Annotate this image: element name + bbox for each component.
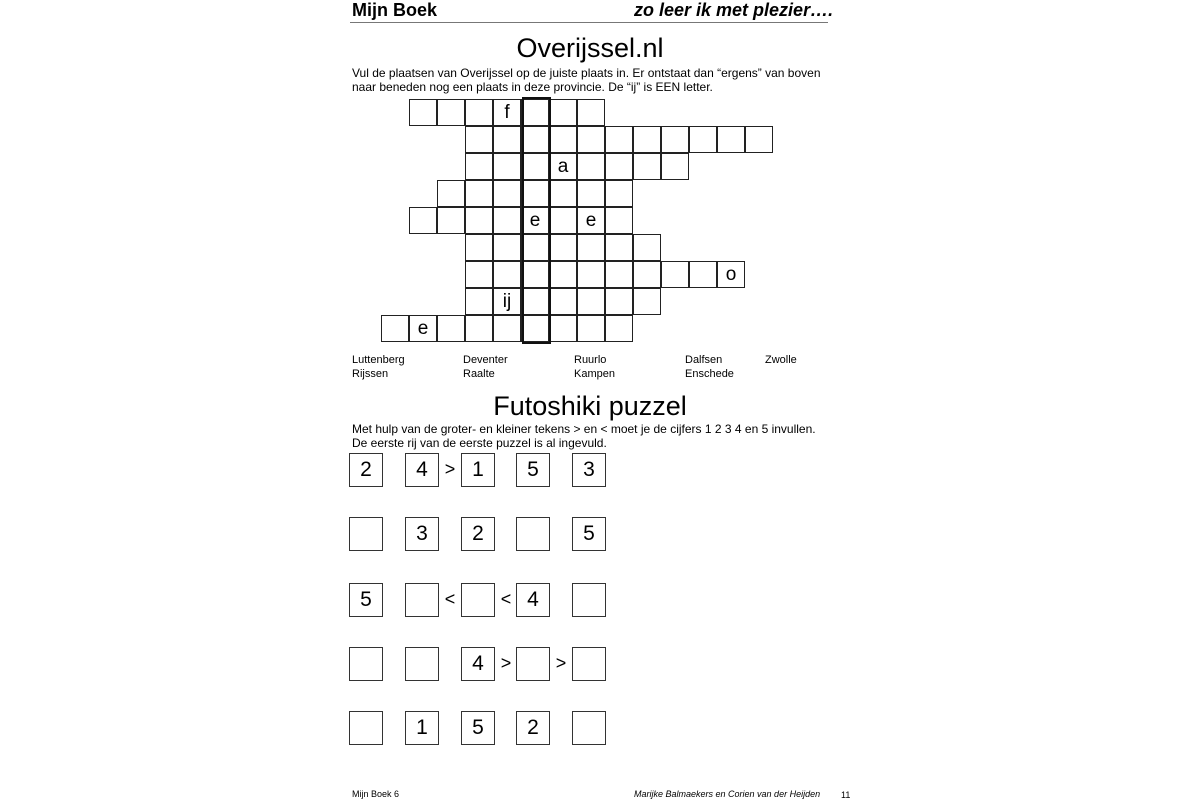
crossword-cell[interactable] bbox=[465, 261, 493, 288]
crossword-cell[interactable] bbox=[409, 99, 437, 126]
crossword-cell[interactable] bbox=[717, 126, 745, 153]
crossword-cell[interactable] bbox=[577, 99, 605, 126]
crossword-cell[interactable] bbox=[577, 153, 605, 180]
crossword-cell[interactable] bbox=[465, 207, 493, 234]
crossword-cell[interactable] bbox=[605, 207, 633, 234]
crossword-cell[interactable] bbox=[521, 126, 549, 153]
futoshiki-cell[interactable]: 5 bbox=[349, 583, 383, 617]
crossword-cell[interactable] bbox=[493, 315, 521, 342]
crossword-cell[interactable]: a bbox=[549, 153, 577, 180]
futoshiki-cell[interactable] bbox=[572, 647, 606, 681]
futoshiki-cell[interactable]: 1 bbox=[405, 711, 439, 745]
futoshiki-cell[interactable]: 3 bbox=[405, 517, 439, 551]
futoshiki-cell[interactable] bbox=[572, 711, 606, 745]
crossword-cell[interactable] bbox=[437, 315, 465, 342]
crossword-cell[interactable] bbox=[577, 180, 605, 207]
crossword-cell[interactable] bbox=[493, 153, 521, 180]
crossword-cell[interactable] bbox=[605, 261, 633, 288]
footer-authors: Marijke Balmaekers en Corien van der Heijden bbox=[634, 789, 821, 799]
header-divider bbox=[350, 22, 828, 23]
futoshiki-cell[interactable] bbox=[516, 517, 550, 551]
crossword-cell[interactable] bbox=[577, 288, 605, 315]
place-name: Raalte bbox=[463, 368, 495, 380]
crossword-cell[interactable] bbox=[661, 153, 689, 180]
crossword-cell[interactable] bbox=[409, 207, 437, 234]
crossword-cell[interactable] bbox=[605, 288, 633, 315]
greater-than-sign: > bbox=[555, 653, 567, 673]
futoshiki-cell[interactable]: 4 bbox=[405, 453, 439, 487]
crossword-cell[interactable] bbox=[521, 99, 549, 126]
crossword-cell[interactable] bbox=[465, 99, 493, 126]
place-name: Luttenberg bbox=[352, 354, 405, 366]
crossword-cell[interactable] bbox=[465, 234, 493, 261]
place-name: Zwolle bbox=[765, 354, 797, 366]
futoshiki-cell[interactable]: 5 bbox=[516, 453, 550, 487]
crossword-cell[interactable] bbox=[689, 261, 717, 288]
crossword-cell[interactable] bbox=[549, 207, 577, 234]
place-name: Dalfsen bbox=[685, 354, 723, 366]
crossword-cell[interactable] bbox=[605, 153, 633, 180]
crossword-cell[interactable] bbox=[577, 126, 605, 153]
crossword-cell[interactable]: e bbox=[409, 315, 437, 342]
futoshiki-cell[interactable]: 5 bbox=[572, 517, 606, 551]
futoshiki-cell[interactable]: 4 bbox=[516, 583, 550, 617]
crossword-cell[interactable]: f bbox=[493, 99, 521, 126]
crossword-cell[interactable] bbox=[549, 234, 577, 261]
crossword-cell[interactable] bbox=[493, 261, 521, 288]
header-book-title: Mijn Boek bbox=[352, 0, 438, 20]
footer-page-number: 11 bbox=[841, 790, 851, 800]
crossword-cell[interactable] bbox=[549, 126, 577, 153]
crossword-cell[interactable] bbox=[605, 315, 633, 342]
futoshiki-instructions: Met hulp van de groter- en kleiner tekens > en < moet je de cijfers 1 2 3 4 en 5 invullen. De eerste rij van de eerste puzzel is al ingevuld. bbox=[352, 422, 816, 450]
futoshiki-cell[interactable]: 4 bbox=[461, 647, 495, 681]
crossword-cell[interactable] bbox=[577, 315, 605, 342]
crossword-cell[interactable] bbox=[745, 126, 773, 153]
futoshiki-cell[interactable] bbox=[405, 583, 439, 617]
crossword-cell[interactable] bbox=[465, 180, 493, 207]
crossword-cell[interactable]: o bbox=[717, 261, 745, 288]
crossword-cell[interactable] bbox=[521, 234, 549, 261]
crossword-cell[interactable] bbox=[437, 207, 465, 234]
crossword-cell[interactable] bbox=[633, 126, 661, 153]
crossword-cell[interactable] bbox=[549, 288, 577, 315]
place-name: Deventer bbox=[463, 354, 508, 366]
crossword-cell[interactable] bbox=[633, 153, 661, 180]
futoshiki-cell[interactable]: 5 bbox=[461, 711, 495, 745]
futoshiki-cell[interactable]: 2 bbox=[461, 517, 495, 551]
crossword-cell[interactable] bbox=[577, 261, 605, 288]
crossword-cell[interactable] bbox=[437, 99, 465, 126]
futoshiki-cell[interactable] bbox=[349, 711, 383, 745]
crossword-cell[interactable] bbox=[521, 315, 549, 342]
crossword-cell[interactable] bbox=[633, 234, 661, 261]
futoshiki-cell[interactable] bbox=[349, 517, 383, 551]
crossword-cell[interactable] bbox=[465, 126, 493, 153]
header-slogan: zo leer ik met plezier…. bbox=[634, 0, 834, 20]
futoshiki-cell[interactable] bbox=[461, 583, 495, 617]
place-name: Enschede bbox=[685, 368, 734, 380]
crossword-cell[interactable]: ij bbox=[493, 288, 521, 315]
greater-than-sign: > bbox=[444, 459, 456, 479]
futoshiki-title: Futoshiki puzzel bbox=[493, 391, 687, 421]
crossword-cell[interactable] bbox=[549, 315, 577, 342]
futoshiki-cell[interactable] bbox=[516, 647, 550, 681]
crossword-cell[interactable] bbox=[549, 180, 577, 207]
crossword-cell[interactable] bbox=[689, 126, 717, 153]
crossword-cell[interactable] bbox=[521, 153, 549, 180]
place-name: Rijssen bbox=[352, 368, 389, 380]
crossword-cell[interactable] bbox=[661, 126, 689, 153]
greater-than-sign: > bbox=[500, 653, 512, 673]
futoshiki-cell[interactable]: 1 bbox=[461, 453, 495, 487]
crossword-cell[interactable]: e bbox=[521, 207, 549, 234]
crossword-cell[interactable] bbox=[577, 234, 605, 261]
crossword-cell[interactable] bbox=[465, 153, 493, 180]
place-name: Kampen bbox=[574, 368, 615, 380]
crossword-cell[interactable] bbox=[549, 99, 577, 126]
futoshiki-cell[interactable] bbox=[572, 583, 606, 617]
place-name: Ruurlo bbox=[574, 354, 607, 366]
crossword-cell[interactable] bbox=[549, 261, 577, 288]
crossword-instructions: Vul de plaatsen van Overijssel op de juiste plaats in. Er ontstaat dan “ergens” van boven naar beneden nog een plaats in deze provincie. De “ij” is EEN letter. bbox=[352, 66, 821, 94]
less-than-sign: < bbox=[500, 589, 512, 609]
crossword-cell[interactable] bbox=[633, 261, 661, 288]
crossword-cell[interactable] bbox=[521, 180, 549, 207]
crossword-cell[interactable] bbox=[493, 126, 521, 153]
crossword-cell[interactable] bbox=[521, 261, 549, 288]
futoshiki-cell[interactable]: 3 bbox=[572, 453, 606, 487]
crossword-cell[interactable] bbox=[493, 234, 521, 261]
crossword-cell[interactable] bbox=[465, 288, 493, 315]
futoshiki-cell[interactable]: 2 bbox=[349, 453, 383, 487]
crossword-cell[interactable] bbox=[493, 207, 521, 234]
crossword-cell[interactable] bbox=[521, 288, 549, 315]
crossword-cell[interactable] bbox=[437, 180, 465, 207]
crossword-cell[interactable] bbox=[605, 180, 633, 207]
crossword-cell[interactable]: e bbox=[577, 207, 605, 234]
crossword-cell[interactable] bbox=[605, 234, 633, 261]
futoshiki-cell[interactable]: 2 bbox=[516, 711, 550, 745]
futoshiki-cell[interactable] bbox=[405, 647, 439, 681]
footer-book-name: Mijn Boek 6 bbox=[352, 789, 400, 799]
crossword-cell[interactable] bbox=[661, 261, 689, 288]
crossword-title: Overijssel.nl bbox=[516, 33, 664, 63]
crossword-cell[interactable] bbox=[381, 315, 409, 342]
crossword-cell[interactable] bbox=[633, 288, 661, 315]
less-than-sign: < bbox=[444, 589, 456, 609]
crossword-cell[interactable] bbox=[605, 126, 633, 153]
crossword-cell[interactable] bbox=[465, 315, 493, 342]
crossword-cell[interactable] bbox=[493, 180, 521, 207]
futoshiki-cell[interactable] bbox=[349, 647, 383, 681]
